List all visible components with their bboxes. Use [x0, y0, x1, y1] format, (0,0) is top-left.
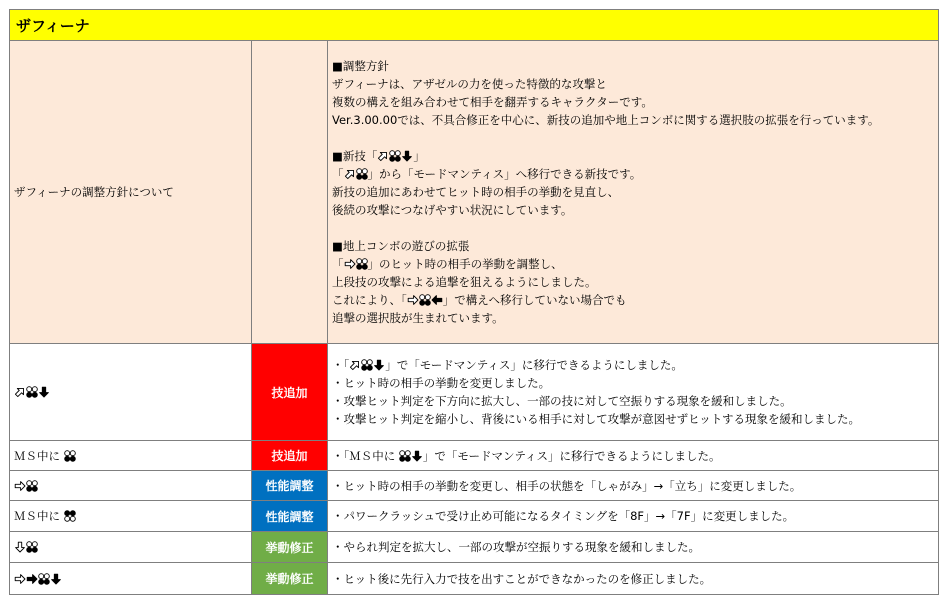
text-segment: Ver.3.00.00では、不具合修正を中心に、新技の追加や地上コンボに関する選択肢の拡張を行っています。 — [332, 113, 880, 127]
move-description-5 — [328, 563, 939, 595]
move-row-2 — [10, 471, 939, 501]
change-tag-1: 技追加 — [252, 441, 328, 471]
text-segment: ・ヒット時の相手の挙動を変更しました。 — [332, 376, 551, 390]
text-segment: 複数の構えを組み合わせて相手を翻弄するキャラクターです。 — [332, 95, 653, 109]
text-segment: 「 — [332, 257, 344, 271]
policy-line — [332, 291, 938, 309]
text-segment: ・ヒット後に先行入力で技を出すことができなかったのを修正しました。 — [332, 571, 712, 586]
text-segment: ザフィーナは、アザゼルの力を使った特徴的な攻撃と — [332, 77, 607, 91]
text-segment: ＭＳ中に — [14, 509, 64, 523]
policy-tag-cell — [252, 41, 328, 344]
change-line — [332, 477, 938, 495]
policy-line — [332, 183, 938, 201]
change-line — [332, 374, 938, 392]
lk-rk-button-icon — [38, 573, 50, 585]
lk-rk-button-icon — [389, 150, 401, 162]
down-hold-arrow-icon — [401, 150, 413, 162]
policy-line — [332, 237, 938, 255]
policy-line — [332, 75, 938, 93]
text-segment: 」 — [413, 149, 425, 163]
policy-line — [332, 57, 938, 75]
lk-rk-button-icon — [361, 359, 373, 371]
up-forward-arrow-icon — [344, 168, 356, 180]
change-line — [332, 392, 938, 410]
patch-notes-table — [9, 9, 939, 595]
lk-rk-button-icon — [64, 450, 76, 462]
move-description-3 — [328, 501, 939, 532]
change-tag-4: 挙動修正 — [252, 532, 328, 563]
move-row-5 — [10, 563, 939, 595]
text-segment: 」で「モードマンティス」に移行できるようにしました。 — [385, 358, 683, 372]
change-tag-3: 性能調整 — [252, 501, 328, 532]
policy-line — [332, 129, 938, 147]
character-title: ザフィーナ — [10, 10, 939, 41]
move-row-3 — [10, 501, 939, 532]
policy-line — [332, 111, 938, 129]
move-label-3 — [10, 501, 252, 532]
change-tag-5: 挙動修正 — [252, 563, 328, 595]
policy-label: ザフィーナの調整方針について — [10, 41, 252, 344]
text-segment: 」のヒット時の相手の挙動を調整し、 — [367, 257, 563, 271]
up-forward-arrow-icon — [377, 150, 389, 162]
down-arrow-icon — [14, 541, 26, 553]
policy-row — [10, 41, 939, 344]
back-hold-arrow-icon — [431, 294, 443, 306]
policy-line — [332, 309, 938, 327]
text-segment: 「 — [332, 167, 344, 181]
lk-rk-button-icon — [356, 258, 368, 270]
text-segment: ・ヒット時の相手の挙動を変更し、相手の状態を「しゃがみ」→「立ち」に変更しました。 — [332, 478, 802, 493]
move-label-0 — [10, 344, 252, 441]
forward-arrow-icon — [14, 480, 26, 492]
text-segment: ■地上コンボの遊びの拡張 — [332, 239, 470, 253]
text-segment: 上段技の攻撃による追撃を狙えるようにしました。 — [332, 275, 597, 289]
forward-arrow-icon — [344, 258, 356, 270]
change-tag-2: 性能調整 — [252, 471, 328, 501]
down-hold-arrow-icon — [373, 359, 385, 371]
policy-line — [332, 165, 938, 183]
text-segment: これにより、「 — [332, 293, 407, 307]
policy-line — [332, 201, 938, 219]
text-segment: ■新技「 — [332, 149, 378, 163]
change-line — [332, 570, 938, 588]
change-line — [332, 356, 938, 374]
text-segment: ・「ＭＳ中に — [332, 448, 399, 463]
down-hold-arrow-icon — [50, 573, 62, 585]
text-segment: 」から「モードマンティス」へ移行できる新技です。 — [367, 167, 642, 181]
text-segment: ・やられ判定を拡大し、一部の攻撃が空振りする現象を緩和しました。 — [332, 540, 700, 554]
up-forward-arrow-icon — [14, 386, 26, 398]
move-label-1 — [10, 441, 252, 471]
text-segment: ・攻撃ヒット判定を縮小し、背後にいる相手に対して攻撃が意図せずヒットする現象を緩和しました。 — [332, 412, 860, 426]
change-line — [332, 447, 938, 465]
text-segment: 」で「モードマンティス」に移行できるようにしました。 — [422, 448, 721, 463]
lk-rk-button-icon — [419, 294, 431, 306]
lk-rk-button-icon — [26, 541, 38, 553]
text-segment: 追撃の選択肢が生まれています。 — [332, 311, 504, 325]
policy-description — [328, 41, 939, 344]
patch-notes-sheet — [9, 9, 938, 595]
lp-rp-button-icon — [64, 510, 76, 522]
policy-line — [332, 255, 938, 273]
move-row-4 — [10, 532, 939, 563]
down-hold-arrow-icon — [38, 386, 50, 398]
move-description-4 — [328, 532, 939, 563]
down-hold-arrow-icon — [411, 450, 423, 462]
text-segment: 」で構えへ移行していない場合でも — [442, 293, 627, 307]
forward-arrow-icon — [407, 294, 419, 306]
title-row — [10, 10, 939, 41]
policy-line — [332, 147, 938, 165]
lk-rk-button-icon — [26, 480, 38, 492]
policy-lines — [332, 57, 938, 327]
text-segment: ・「 — [332, 358, 350, 372]
lk-rk-button-icon — [26, 386, 38, 398]
change-line — [332, 410, 938, 428]
forward-arrow-icon — [14, 573, 26, 585]
change-line — [332, 538, 938, 556]
text-segment: 後続の攻撃につなげやすい状況にしています。 — [332, 203, 573, 217]
text-segment: 新技の追加にあわせてヒット時の相手の挙動を見直し、 — [332, 185, 620, 199]
move-description-0 — [328, 344, 939, 441]
lk-rk-button-icon — [399, 450, 411, 462]
lk-rk-button-icon — [356, 168, 368, 180]
policy-line — [332, 93, 938, 111]
move-description-2 — [328, 471, 939, 501]
text-segment: ■調整方針 — [332, 59, 389, 73]
move-label-4 — [10, 532, 252, 563]
policy-line — [332, 273, 938, 291]
text-segment: ・攻撃ヒット判定を下方向に拡大し、一部の技に対して空振りする現象を緩和しました。 — [332, 394, 792, 408]
change-line — [332, 507, 938, 525]
change-tag-0: 技追加 — [252, 344, 328, 441]
forward-hold-arrow-icon — [26, 573, 38, 585]
move-label-5 — [10, 563, 252, 595]
move-row-0 — [10, 344, 939, 441]
move-description-1 — [328, 441, 939, 471]
policy-line — [332, 219, 938, 237]
text-segment: ・パワークラッシュで受け止め可能になるタイミングを「8F」→「7F」に変更しました。 — [332, 509, 795, 523]
up-forward-arrow-icon — [349, 359, 361, 371]
move-row-1 — [10, 441, 939, 471]
move-label-2 — [10, 471, 252, 501]
text-segment: ＭＳ中に — [14, 448, 64, 463]
